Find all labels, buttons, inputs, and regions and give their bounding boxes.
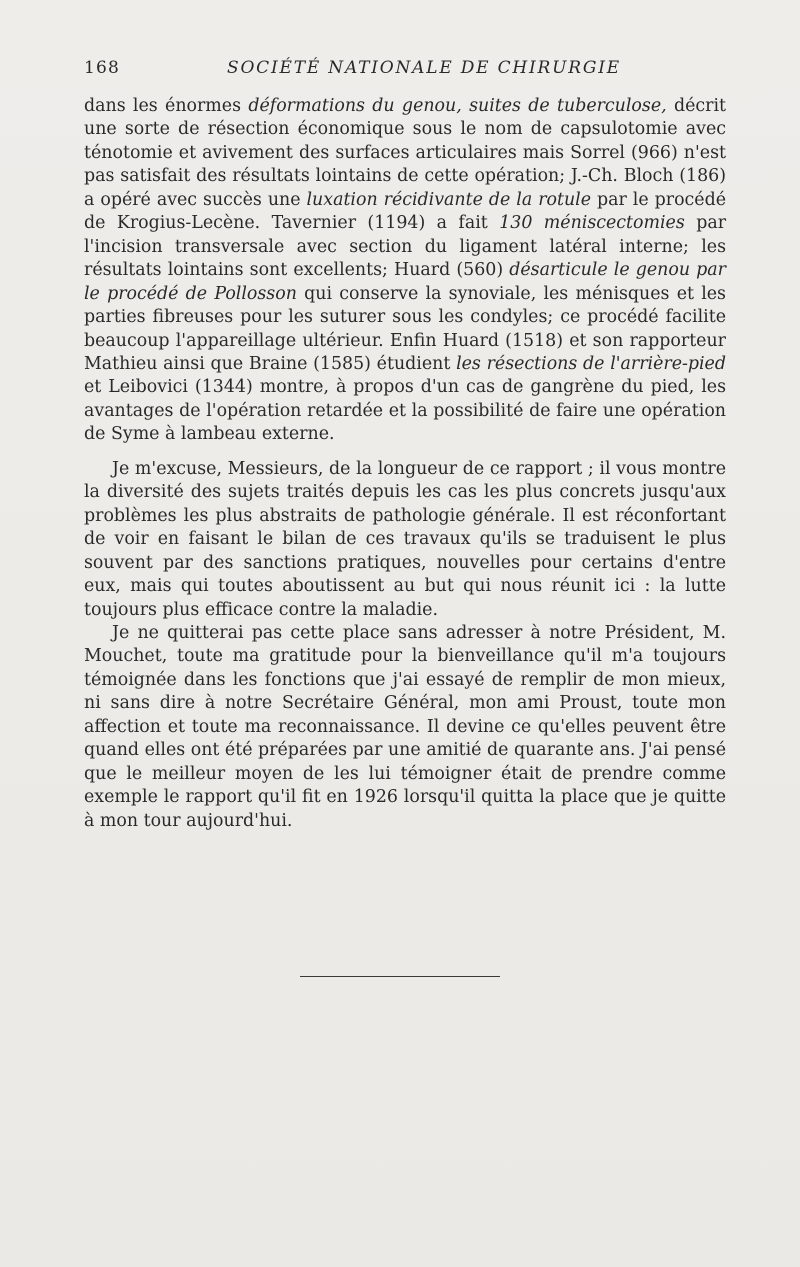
body-text [84, 95, 726, 833]
italic-segment: désarticule le genou par le procédé de Pollosson [84, 260, 726, 304]
text-segment: par l'incision transversale avec section du ligament latéral interne; les résultats lointains sont excellents; Huard (560) [84, 213, 727, 281]
paragraph-excuse [84, 458, 726, 622]
text-segment: décrit une sorte de résection économique sous le nom de capsulotomie avec ténotomie et avivement des surfaces articulaires mais Sorrel (966) n'est pas satisfait des résultats lointains de cette opération; J.-Ch. Bloch (186) a opéré avec succès une [84, 96, 726, 210]
paragraph-continued [84, 95, 726, 447]
text-segment: et Leibovici (1344) montre, à propos d'un cas de gangrène du pied, les avantages de l'opération retardée et la possibilité de faire une opération de Syme à lambeau externe. [84, 377, 726, 445]
text-segment: par le procédé de Krogius-Lecène. Tavernier (1194) a fait [84, 189, 727, 234]
text-segment: qui conserve la synoviale, les ménisques et les parties fibreuses pour les suturer sous les condyles; ce procédé facilite beaucoup l'appareillage ultérieur. Enfin Huard (1518) et son rapporteur Mathieu ainsi que Braine (1585) étudient [84, 283, 726, 374]
page-number: 168 [84, 58, 121, 78]
page-header [84, 58, 714, 82]
italic-segment: déformations du genou, suites de tuberculose, [248, 96, 667, 116]
text-segment: dans les énormes [84, 96, 249, 116]
text-segment: Je m'excuse, Messieurs, de la longueur de ce rapport ; il vous montre la diversité des sujets traités depuis les cas les plus concrets jusqu'aux problèmes les plus abstraits de pathologie générale. Il est réconfortant de voir en faisant le bilan de ces travaux qu'ils se traduisent le plus souvent par des sanctions pratiques, nouvelles pour certains d'entre eux, mais qui toutes aboutissent au but qui nous réunit ici : la lutte toujours plus efficace contre la maladie. [84, 458, 726, 620]
running-title: SOCIÉTÉ NATIONALE DE CHIRURGIE [227, 58, 621, 78]
text-segment: Je ne quitterai pas cette place sans adresser à notre Président, M. Mouchet, toute ma gratitude pour la bienveillance qu'il m'a toujours témoignée dans les fonctions que j'ai essayé de remplir de mon mieux, ni sans dire à notre Secrétaire Général, mon ami Proust, toute mon affection et toute ma reconnaissance. Il devine ce qu'elles peuvent être quand elles ont été préparées par une amitié de quarante ans. J'ai pensé que le meilleur moyen de les lui témoigner était de prendre comme exemple le rapport qu'il fit en 1926 lorsqu'il quitta la place que je quitte à mon tour aujourd'hui. [84, 622, 726, 831]
italic-segment: les résections de l'arrière-pied [456, 353, 726, 374]
paragraph-thanks [84, 622, 726, 833]
italic-segment: luxation récidivante de la rotule [306, 189, 592, 210]
closing-rule [300, 976, 500, 977]
italic-segment: 130 méniscectomies [499, 213, 685, 234]
